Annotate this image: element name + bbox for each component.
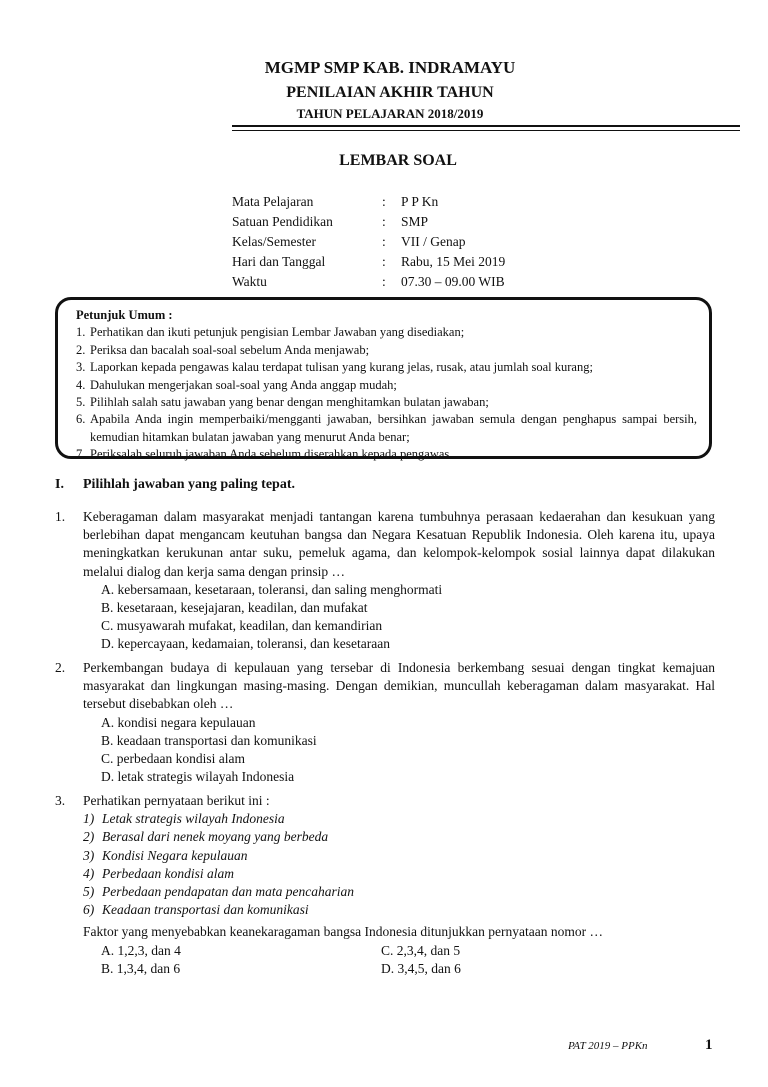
info-colon: : (382, 194, 386, 209)
list-item (76, 342, 697, 359)
info-row (232, 192, 505, 212)
item-text: Dahulukan mengerjakan soal-soal yang Anda anggap mudah; (90, 377, 397, 392)
answer-option: B. 1,3,4, dan 6 (101, 960, 181, 976)
info-value: SMP (401, 214, 429, 229)
exam-info (232, 192, 505, 292)
item-text: Perhatikan dan ikuti petunjuk pengisian Lembar Jawaban yang disediakan; (90, 325, 465, 340)
info-colon: : (382, 274, 386, 289)
statement-number: 1) (83, 811, 95, 827)
section-heading (55, 477, 295, 493)
info-label: Waktu (232, 274, 267, 289)
info-value: 07.30 – 09.00 WIB (401, 274, 505, 289)
page-title: LEMBAR SOAL (339, 152, 457, 169)
item-number: 7. (76, 447, 86, 462)
item-text: Periksa dan bacalah soal-soal sebelum Anda menjawab; (90, 342, 370, 357)
answer-option: C. 2,3,4, dan 5 (381, 942, 461, 958)
item-number: 1. (76, 325, 86, 340)
statement-text: Letak strategis wilayah Indonesia (102, 811, 285, 827)
answer-option: D. letak strategis wilayah Indonesia (101, 769, 295, 785)
question-body (83, 792, 715, 978)
question-1 (55, 508, 715, 654)
question-body (83, 659, 715, 786)
info-label: Hari dan Tanggal (232, 254, 326, 269)
info-colon: : (382, 234, 386, 249)
answer-option: A. kebersamaan, kesetaraan, toleransi, dan saling menghormati (101, 581, 443, 597)
question-prompt: Faktor yang menyebabkan keanekaragaman bangsa Indonesia ditunjukkan pernyataan nomor … (83, 924, 603, 940)
page-number: 1 (705, 1037, 713, 1053)
list-item (76, 359, 697, 376)
item-text: Apabila Anda ingin memperbaiki/mengganti jawaban, bersihkan jawaban semula dengan penghapus sampai bersih, kemudian hitamkan bulatan jawaban yang menurut Anda benar; (90, 412, 697, 444)
answer-option: C. perbedaan kondisi alam (101, 751, 245, 767)
answer-options (83, 581, 715, 654)
item-text: Pilihlah salah satu jawaban yang benar dengan menghitamkan bulatan jawaban; (90, 395, 489, 410)
question-stem: Perkembangan budaya di kepulauan yang tersebar di Indonesia berkembang sesuai dengan tingkat kemajuan masyarakat dan lingkungan masing-masing. Dengan demikian, muncullah keberagaman dalam masyarakat. Hal tersebut disebabkan oleh … (83, 660, 715, 712)
statement-text: Perbedaan kondisi alam (102, 865, 234, 881)
question-3 (55, 792, 715, 978)
statement-number: 2) (83, 829, 95, 845)
question-stem: Perhatikan pernyataan berikut ini : (83, 793, 270, 808)
header-rule-thick (232, 125, 740, 127)
question-body (83, 508, 715, 654)
statement-list (83, 810, 715, 919)
answer-options (83, 714, 715, 787)
answer-option: D. kepercayaan, kedamaian, toleransi, dan kesetaraan (101, 636, 390, 652)
item-text: Periksalah seluruh jawaban Anda sebelum diserahkan kepada pengawas. (90, 447, 453, 462)
info-row (232, 212, 505, 232)
statement-number: 5) (83, 884, 95, 900)
answer-options (83, 942, 715, 978)
statement-item (83, 810, 715, 828)
question-stem: Keberagaman dalam masyarakat menjadi tantangan karena tumbuhnya perasaan kedaerahan dan kesukuan yang berlebihan dapat mengancam keutuhan bangsa dan Negara Kesatuan Republik Indonesia. Oleh karena itu, upaya meningkatkan kerukunan antar suku, pemeluk agama, dan kelompok-kelompok sosial lainnya dapat dilakukan melalui dialog dan kerja sama dengan prinsip … (83, 509, 715, 579)
header-year: TAHUN PELAJARAN 2018/2019 (296, 106, 484, 121)
list-item (76, 394, 697, 411)
statement-text: Keadaan transportasi dan komunikasi (102, 902, 309, 918)
instructions-box (55, 297, 712, 462)
item-number: 4. (76, 377, 86, 392)
answer-option: C. musyawarah mufakat, keadilan, dan kemandirian (101, 618, 383, 634)
info-label: Satuan Pendidikan (232, 214, 333, 229)
list-item (76, 324, 697, 341)
answer-option: A. 1,2,3, dan 4 (101, 942, 181, 958)
statement-item (83, 847, 715, 865)
question-number: 2. (55, 660, 66, 675)
statement-item (83, 901, 715, 919)
statement-text: Perbedaan pendapatan dan mata pencaharian (102, 884, 354, 900)
info-label: Kelas/Semester (232, 234, 316, 249)
answer-option: B. kesetaraan, kesejajaran, keadilan, dan mufakat (101, 600, 368, 616)
info-colon: : (382, 214, 386, 229)
statement-number: 4) (83, 865, 95, 881)
question-number: 1. (55, 509, 66, 524)
list-item (76, 411, 697, 446)
header-exam: PENILAIAN AKHIR TAHUN (286, 84, 494, 101)
statement-item (83, 828, 715, 846)
info-value: P P Kn (401, 194, 439, 209)
item-text: Laporkan kepada pengawas kalau terdapat tulisan yang kurang jelas, rusak, atau jumlah soal kurang; (90, 360, 593, 375)
info-colon: : (382, 254, 386, 269)
statement-text: Berasal dari nenek moyang yang berbeda (102, 829, 329, 845)
info-row (232, 272, 505, 292)
section-number: I. (55, 477, 64, 492)
statement-number: 3) (83, 847, 95, 863)
question-number: 3. (55, 793, 66, 808)
statement-text: Kondisi Negara kepulauan (102, 847, 248, 863)
statement-item (83, 865, 715, 883)
statement-number: 6) (83, 902, 95, 918)
instructions-list (76, 324, 697, 463)
answer-option: A. kondisi negara kepulauan (101, 714, 256, 730)
statement-item (83, 883, 715, 901)
item-number: 3. (76, 360, 86, 375)
section-title: Pilihlah jawaban yang paling tepat. (83, 477, 295, 492)
footer-label: PAT 2019 – PPKn (568, 1040, 648, 1052)
info-label: Mata Pelajaran (232, 194, 314, 209)
info-row (232, 252, 505, 272)
list-item (76, 446, 697, 463)
instructions-title: Petunjuk Umum : (76, 308, 173, 322)
info-value: Rabu, 15 Mei 2019 (401, 254, 506, 269)
info-row (232, 232, 505, 252)
item-number: 6. (76, 412, 86, 427)
header-rule-thin (232, 130, 740, 131)
answer-option: B. keadaan transportasi dan komunikasi (101, 732, 317, 748)
question-2 (55, 659, 715, 786)
item-number: 2. (76, 342, 86, 357)
header-org: MGMP SMP KAB. INDRAMAYU (264, 58, 516, 77)
list-item (76, 377, 697, 394)
item-number: 5. (76, 395, 86, 410)
info-value: VII / Genap (401, 234, 466, 249)
answer-option: D. 3,4,5, dan 6 (381, 960, 461, 976)
